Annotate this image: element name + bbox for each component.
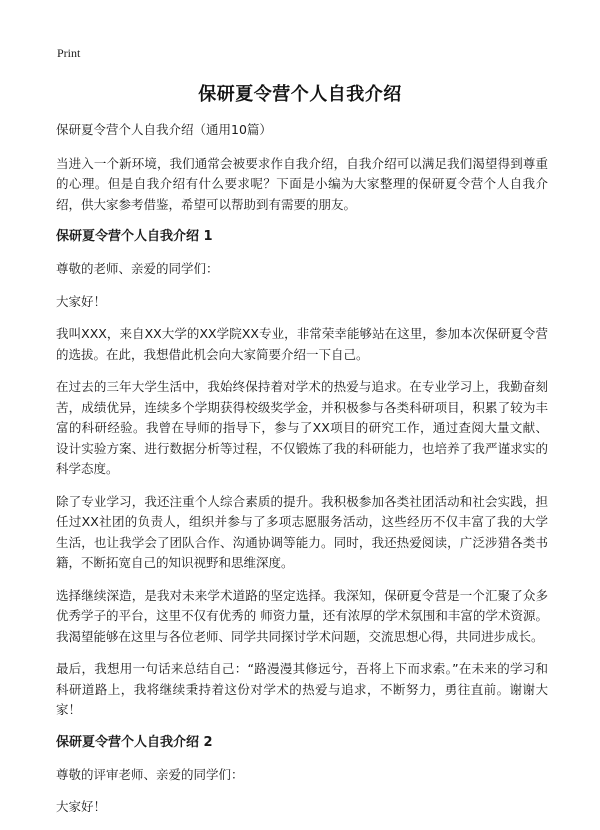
hello-paragraph: 大家好！ xyxy=(56,799,107,814)
hello-paragraph: 大家好！ xyxy=(56,293,107,309)
body-paragraph: 最后，我想用一句话来总结自己：“路漫漫其修远兮，吾将上下而求索。”在未来的学习和科研道路上，我将继续秉持着这份对学术的热爱与追求，不断努力，勇往直前。谢谢大家！ xyxy=(56,661,548,717)
greeting-paragraph: 尊敬的老师、亲爱的同学们： xyxy=(56,261,219,276)
section-heading: 保研夏令营个人自我介绍 2 xyxy=(56,734,213,750)
page-title: 保研夏令营个人自我介绍 xyxy=(198,84,402,105)
body-paragraph: 我叫XXX，来自XX大学的XX学院XX专业，非常荣幸能够站在这里，参加本次保研夏令营的选拔。在此，我想借此机会向大家简要介绍一下自己。 xyxy=(56,326,548,362)
intro-paragraph: 当进入一个新环境，我们通常会被要求作自我介绍，自我介绍可以满足我们渴望得到尊重的心理。但是自我介绍有什么要求呢？下面是小编为大家整理的保研夏令营个人自我介绍，供大家参考借鉴，希望可以帮助到有需要的朋友。 xyxy=(56,155,548,212)
body-paragraph: 除了专业学习，我还注重个人综合素质的提升。我积极参加各类社团活动和社会实践，担任过XX社团的负责人，组织并参与了多项志愿服务活动，这些经历不仅丰富了我的大学生活，也让我学会了团队合作、沟通协调等能力。同时，我还热爱阅读，广泛涉猎各类书籍，不断拓宽自己的知识视野和思维深度。 xyxy=(56,493,548,570)
print-link[interactable]: Print xyxy=(57,46,81,60)
document-body xyxy=(56,120,548,830)
body-paragraph: 在过去的三年大学生活中，我始终保持着对学术的热爱与追求。在专业学习上，我勤奋刻苦，成绩优异，连续多个学期获得校级奖学金，并积极参与各类科研项目，积累了较为丰富的科研经验。我曾在导师的指导下，参与了XX项目的研究工作，通过查阅大量文献、设计实验方案、进行数据分析等过程，不仅锻炼了我的科研能力，也培养了我严谨求实的科学态度。 xyxy=(56,379,548,476)
section-heading: 保研夏令营个人自我介绍 1 xyxy=(56,229,213,244)
document-subtitle: 保研夏令营个人自我介绍（通用10篇） xyxy=(56,122,272,137)
greeting-paragraph: 尊敬的评审老师、亲爱的同学们： xyxy=(56,766,244,782)
body-paragraph: 选择继续深造，是我对未来学术道路的坚定选择。我深知，保研夏令营是一个汇聚了众多优秀学子的平台，这里不仅有优秀的 师资力量，还有浓厚的学术氛围和丰富的学术资源。我渴望能够在这里与各位老师、同学共同探讨学术问题，交流思想心得，共同进步成长。 xyxy=(56,587,548,644)
